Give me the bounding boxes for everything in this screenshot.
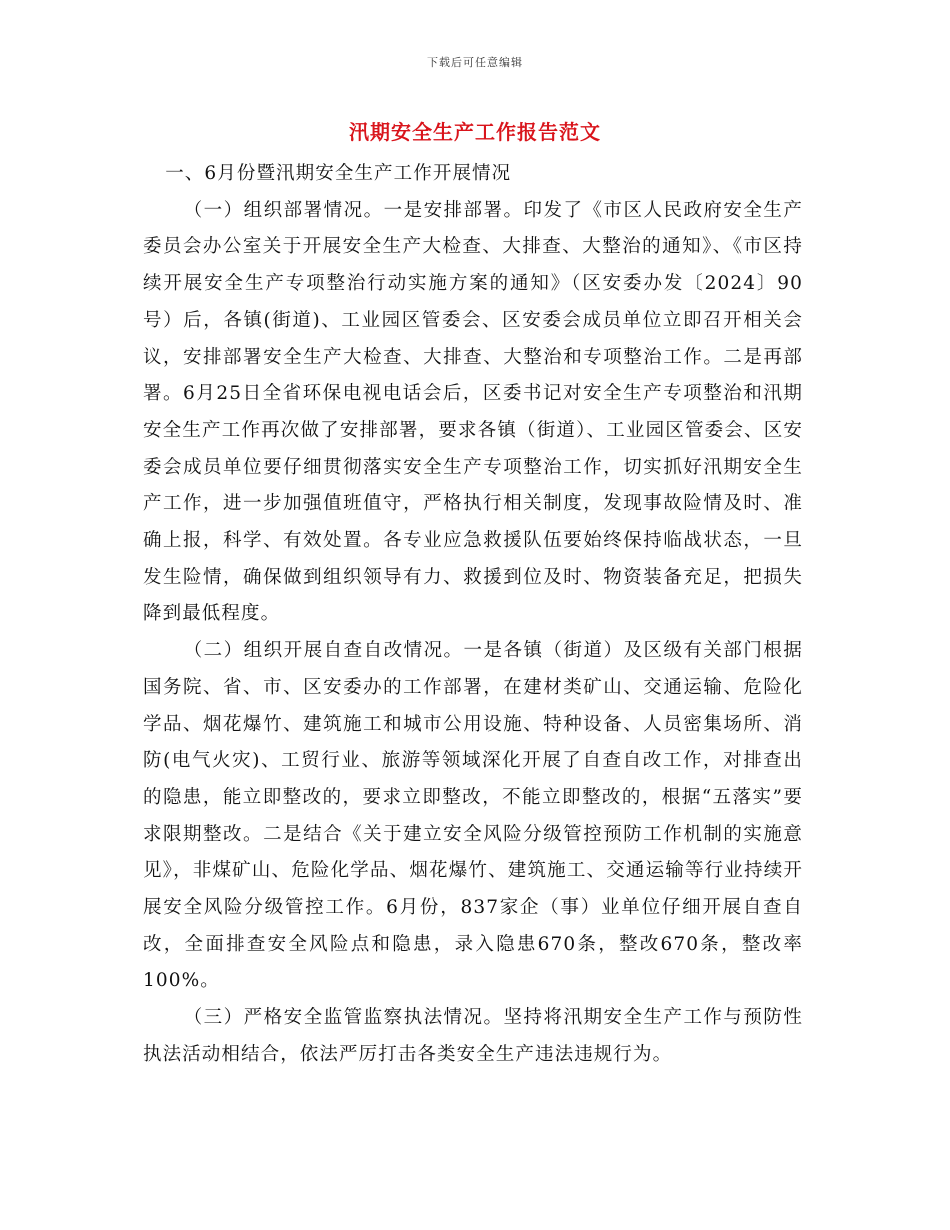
section-heading: 一、6月份暨汛期安全生产工作开展情况 [165, 163, 512, 184]
header-note: 下载后可任意编辑 [427, 56, 523, 69]
paragraph-self-inspection: （二）组织开展自查自改情况。一是各镇（街道）及区级有关部门根据国务院、省、市、区安委办的工作部署，在建材类矿山、交通运输、危险化学品、烟花爆竹、建筑施工和城市公用设施、特种设备、人员密集场所、消防(电气火灾)、工贸行业、旅游等领域深化开展了自查自改工作，对排查出的隐患，能立即整改的，要求立即整改，不能立即整改的，根据“五落实”要求限期整改。二是结合《关于建立安全风险分级管控预防工作机制的实施意见》，非煤矿山、危险化学品、烟花爆竹、建筑施工、交通运输等行业持续开展安全风险分级管控工作。6月份，837家企（事）业单位仔细开展自查自改，全面排查安全风险点和隐患，录入隐患670条，整改670条，整改率100%。 [143, 640, 803, 992]
paragraph-organization-deployment: （一）组织部署情况。一是安排部署。印发了《市区人民政府安全生产委员会办公室关于开展安全生产大检查、大排查、大整治的通知》、《市区持续开展安全生产专项整治行动实施方案的通知》（区安委办发〔2024〕90号）后，各镇(街道)、工业园区管委会、区安委会成员单位立即召开相关会议，安排部署安全生产大检查、大排查、大整治和专项整治工作。二是再部署。6月25日全省环保电视电话会后，区委书记对安全生产专项整治和汛期安全生产工作再次做了安排部署，要求各镇（街道）、工业园区管委会、区安委会成员单位要仔细贯彻落实安全生产专项整治工作，切实抓好汛期安全生产工作，进一步加强值班值守，严格执行相关制度，发现事故险情及时、准确上报，科学、有效处置。各专业应急救援队伍要始终保持临战状态，一旦发生险情，确保做到组织领导有力、救援到位及时、物资装备充足，把损失降到最低程度。 [143, 199, 803, 625]
document-body [143, 156, 803, 1074]
document-title: 汛期安全生产工作报告范文 [349, 120, 601, 144]
paragraph-supervision-enforcement: （三）严格安全监管监察执法情况。坚持将汛期安全生产工作与预防性执法活动相结合，依法严厉打击各类安全生产违法违规行为。 [143, 1007, 803, 1065]
